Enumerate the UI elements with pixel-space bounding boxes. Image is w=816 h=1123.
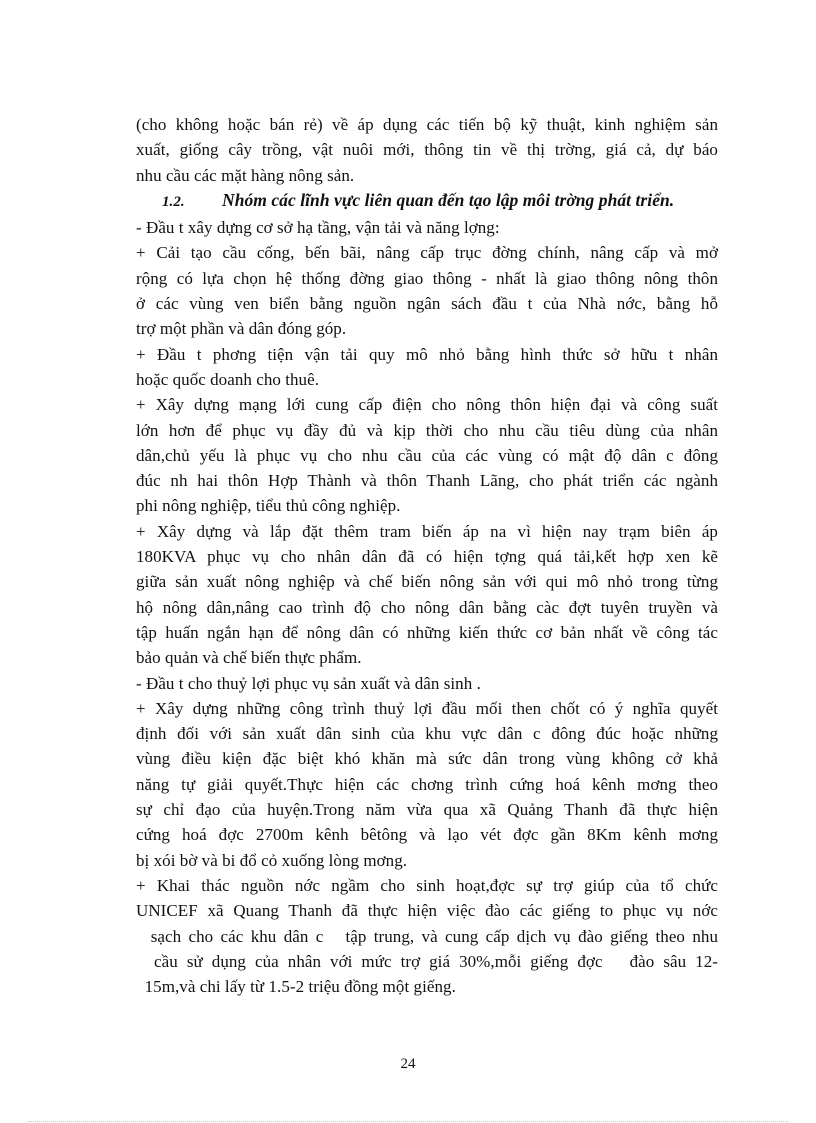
section-heading: [136, 188, 718, 215]
text-line: cứng hoá đợc 2700m kênh bêtông và lạo vét đợc gần 8Km kênh mơng: [136, 825, 718, 845]
text-line: bảo quản và chế biến thực phẩm.: [136, 648, 362, 668]
text-line: UNICEF xã Quang Thanh đã thực hiện việc đào các giếng to phục vụ nớc: [136, 901, 718, 921]
text-line: 180KVA phục vụ cho nhân dân đã có hiện tợng quá tải,kết hợp xen kẽ: [136, 547, 718, 567]
text-line: hộ nông dân,nâng cao trình độ cho nông dân bằng càc đợt tuyên truyền và: [136, 597, 718, 617]
text-line: + Xây dựng những công trình thuỷ lợi đầu mối then chốt có ý nghĩa quyết: [136, 698, 718, 718]
text-line: + Cải tạo cầu cống, bến bãi, nâng cấp trục đờng chính, nâng cấp và mở: [136, 243, 718, 263]
text-line: + Xây dựng mạng lới cung cấp điện cho nông thôn hiện đại và công suất: [136, 395, 718, 415]
text-line: dân,chủ yếu là phục vụ cho nhu cầu của các vùng có mật độ dân c đông: [136, 445, 718, 465]
footer-divider: [28, 1121, 788, 1122]
text-line: định đối với sản xuất dân sinh của khu vực dân c đông đúc hoặc những: [136, 724, 718, 744]
text-line: sự chỉ đạo của huyện.Trong năm vừa qua xã Quảng Thanh đã thực hiện: [136, 800, 718, 820]
text-line: + Xây dựng và lắp đặt thêm tram biến áp na vì hiện nay trạm biên áp: [136, 521, 718, 541]
text-line: + Đầu t phơng tiện vận tải quy mô nhỏ bằng hình thức sở hữu t nhân: [136, 344, 718, 364]
text-line: giữa sản xuất nông nghiệp và chế biến nông sản với qui mô nhỏ trong từng: [136, 572, 718, 592]
text-line: nhu cầu các mặt hàng nông sản.: [136, 165, 355, 185]
text-line: phi nông nghiệp, tiểu thủ công nghiệp.: [136, 496, 401, 516]
section-title: Nhóm các lĩnh vực liên quan đến tạo lập môi trờng phát triển.: [222, 189, 675, 210]
text-line: + Khai thác nguồn nớc ngầm cho sinh hoạt,đợc sự trợ giúp của tổ chức: [136, 875, 718, 895]
text-line: tập huấn ngắn hạn để nông dân có những kiến thức cơ bản nhất về công tác: [136, 622, 718, 642]
text-line: 15m,và chi lấy từ 1.5-2 triệu đồng một giếng.: [136, 977, 456, 997]
text-line: - Đầu t cho thuỷ lợi phục vụ sản xuất và dân sinh .: [136, 673, 481, 693]
text-line: xuất, giống cây trồng, vật nuôi mới, thông tin về thị trờng, giá cả, dự báo: [136, 140, 718, 160]
section-number: 1.2.: [162, 193, 185, 210]
text-line: lớn hơn để phục vụ đầy đủ và kịp thời cho nhu cầu tiêu dùng của nhân: [136, 420, 718, 440]
text-line: cầu sử dụng của nhân với mức trợ giá 30%,mỗi giếng đợc đào sâu 12-: [136, 951, 718, 971]
text-line: năng tự giải quyết.Thực hiện các chơng trình cứng hoá kênh mơng theo: [136, 774, 718, 794]
text-line: đúc nh hai thôn Hợp Thành và thôn Thanh Lãng, cho phát triển các ngành: [136, 471, 718, 491]
page-number: 24: [400, 1056, 416, 1072]
text-line: trợ một phần và dân đóng góp.: [136, 319, 347, 339]
text-line: (cho không hoặc bán rẻ) về áp dụng các tiến bộ kỹ thuật, kinh nghiệm sản: [136, 115, 718, 134]
text-line: - Đầu t xây dựng cơ sở hạ tầng, vận tải và năng lợng:: [136, 218, 500, 238]
text-line: bị xói bờ và bi đổ cỏ xuống lòng mơng.: [136, 850, 408, 870]
text-line: ở các vùng ven biển bằng nguồn ngân sách đầu t của Nhà nớc, bằng hỗ: [136, 294, 718, 314]
text-line: hoặc quốc doanh cho thuê.: [136, 369, 319, 389]
text-line: vùng điều kiện đặc biệt khó khăn mà sức dân trong vùng không cở khả: [136, 749, 718, 769]
text-line: sạch cho các khu dân c tập trung, và cung cấp dịch vụ đào giếng theo nhu: [136, 926, 718, 946]
document-body: [136, 112, 718, 999]
text-line: rộng có lựa chọn hệ thống đờng giao thông - nhất là giao thông nông thôn: [136, 268, 718, 288]
